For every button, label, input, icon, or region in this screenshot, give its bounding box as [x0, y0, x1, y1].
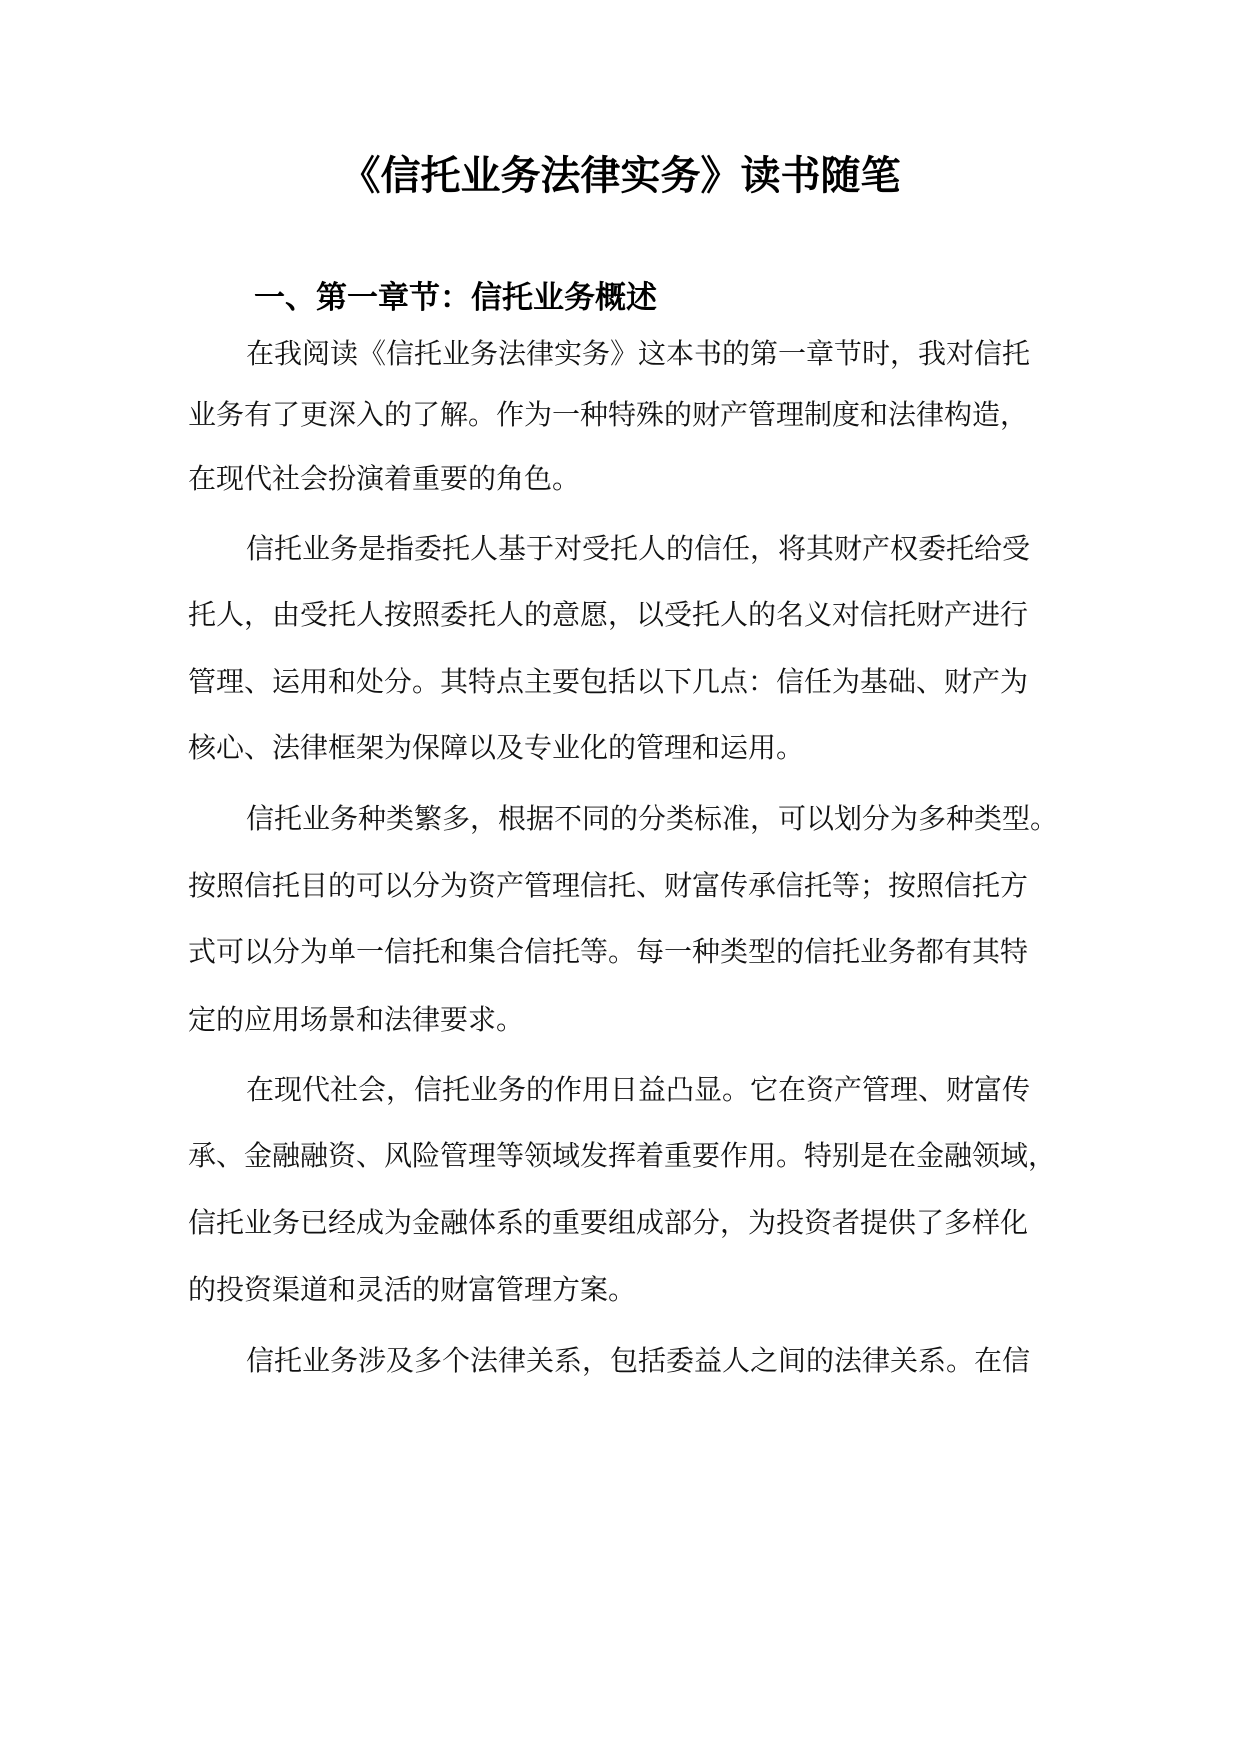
paragraph-line: 业务有了更深入的了解。作为一种特殊的财产管理制度和法律构造，	[188, 398, 1029, 431]
paragraph-line: 的投资渠道和灵活的财富管理方案。	[188, 1273, 637, 1306]
paragraph-line: 管理、运用和处分。其特点主要包括以下几点：信任为基础、财产为	[188, 665, 1029, 698]
paragraph-line: 在现代社会，信托业务的作用日益凸显。它在资产管理、财富传	[246, 1073, 1031, 1106]
section-heading: 一、第一章节：信托业务概述	[254, 280, 657, 316]
paragraph-line: 托人，由受托人按照委托人的意愿，以受托人的名义对信托财产进行	[188, 598, 1029, 631]
document-title: 《信托业务法律实务》读书随笔	[340, 152, 901, 199]
paragraph-line: 按照信托目的可以分为资产管理信托、财富传承信托等；按照信托方	[188, 869, 1029, 902]
paragraph-line: 信托业务已经成为金融体系的重要组成部分，为投资者提供了多样化	[188, 1206, 1029, 1239]
paragraph-line: 在我阅读《信托业务法律实务》这本书的第一章节时，我对信托	[246, 337, 1031, 370]
paragraph-line: 信托业务是指委托人基于对受托人的信任，将其财产权委托给受	[246, 532, 1031, 565]
paragraph-line: 核心、法律框架为保障以及专业化的管理和运用。	[188, 731, 805, 764]
paragraph-line: 信托业务涉及多个法律关系，包括委益人之间的法律关系。在信	[246, 1344, 1031, 1377]
paragraph-line: 式可以分为单一信托和集合信托等。每一种类型的信托业务都有其特	[188, 935, 1029, 968]
paragraph-line: 承、金融融资、风险管理等领域发挥着重要作用。特别是在金融领域，	[188, 1139, 1057, 1172]
paragraph-line: 信托业务种类繁多，根据不同的分类标准，可以划分为多种类型。	[246, 802, 1059, 835]
paragraph-line: 在现代社会扮演着重要的角色。	[188, 462, 581, 495]
paragraph-line: 定的应用场景和法律要求。	[188, 1003, 525, 1036]
